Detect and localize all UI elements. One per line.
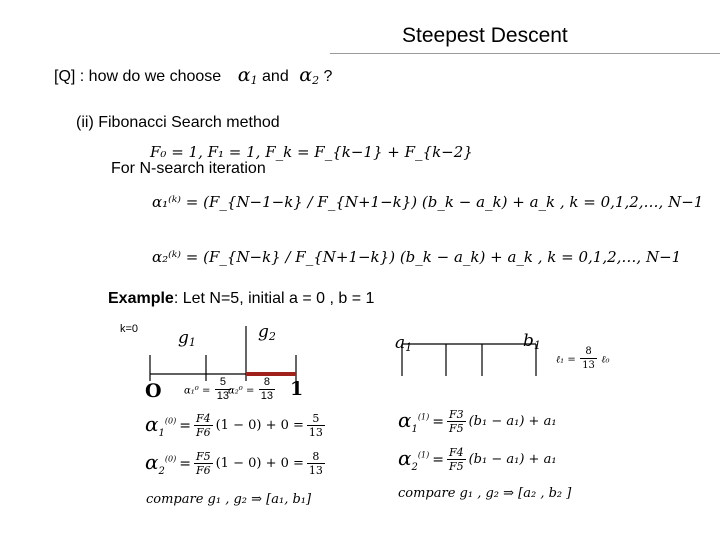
left-compare: compare g₁ , g₂ ⇒ [a₁, b₁]	[146, 492, 312, 507]
method-heading: (ii) Fibonacci Search method	[76, 114, 280, 131]
right-interval-length: ℓ₁ = $\frac{8}{13}$ ℓ₀	[556, 346, 610, 371]
right-compare: compare g₁ , g₂ ⇒ [a₂ , b₂ ]	[398, 486, 572, 501]
left-end-label: 1	[290, 378, 304, 400]
left-origin-label: O	[145, 380, 162, 402]
alpha2-symbol: $\alpha_2$	[293, 64, 320, 87]
right-a1-label: $a_1$	[395, 333, 413, 354]
right-alpha1-expression: $\alpha_1^{(1)}$ = $\frac{F3}{F5}$ (b₁ − a₁) + a₁	[398, 408, 557, 435]
left-alpha1-expression: $\alpha_1^{(0)}$ = $\frac{F4}{F6}$ (1 − 0) + 0 = $\frac{5}{13}$	[145, 412, 323, 439]
left-mark1-value: α₁⁰ = $\frac{5}{13}$	[184, 376, 230, 402]
k-label: k=0	[120, 323, 139, 335]
left-alpha2-expression: $\alpha_2^{(0)}$ = $\frac{F5}{F6}$ (1 − 0) + 0 = $\frac{8}{13}$	[145, 450, 323, 477]
slide-title: Steepest Descent	[402, 24, 568, 47]
right-b1-label: $b_1$	[523, 331, 541, 352]
alpha1-rule: α₁⁽ᵏ⁾ = (F_{N−1−k} / F_{N+1−k}) (b_k − a_k) + a_k , k = 0,1,2,…, N−1	[152, 193, 704, 211]
question-and: and	[262, 68, 289, 85]
example-label: Example	[108, 290, 174, 307]
left-g1-label: $g_1$	[178, 328, 196, 349]
left-g2-label: $g_2$	[258, 322, 276, 343]
example-text: : Let N=5, initial a = 0 , b = 1	[173, 290, 375, 307]
question-prefix: [Q] : how do we choose	[54, 68, 222, 85]
right-alpha2-expression: $\alpha_2^{(1)}$ = $\frac{F4}{F5}$ (b₁ − a₁) + a₁	[398, 446, 557, 473]
fibonacci-definition: F₀ = 1, F₁ = 1, F_k = F_{k−1} + F_{k−2}	[150, 143, 473, 161]
alpha1-symbol: $\alpha_1$	[225, 64, 258, 87]
question-suffix: ?	[323, 68, 333, 85]
left-mark2-value: α₂⁰ = $\frac{8}{13}$	[228, 376, 274, 402]
iteration-label: For N-search iteration	[111, 160, 266, 177]
alpha2-rule: α₂⁽ᵏ⁾ = (F_{N−k} / F_{N+1−k}) (b_k − a_k) + a_k , k = 0,1,2,…, N−1	[152, 248, 682, 266]
